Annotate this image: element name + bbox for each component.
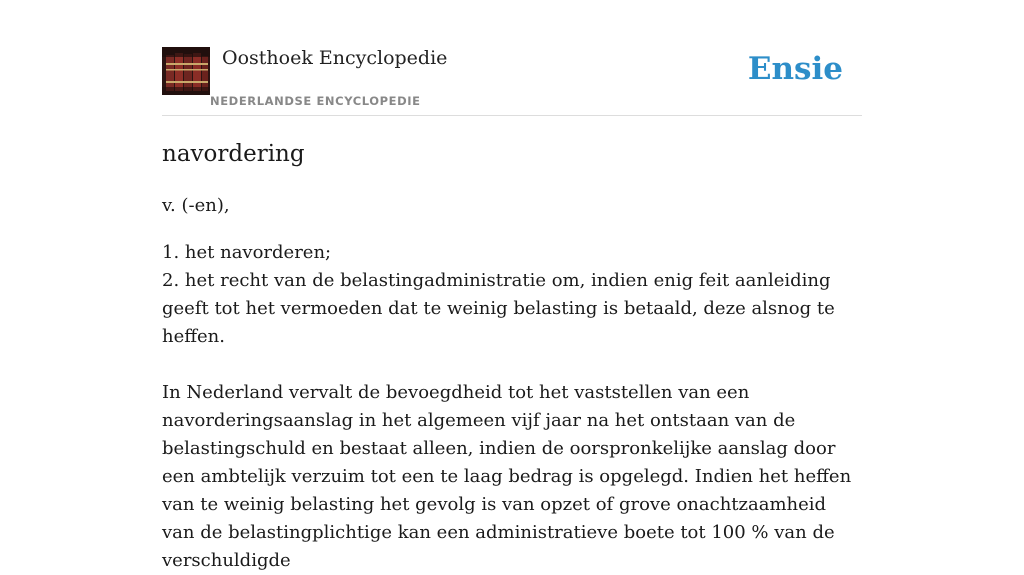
entry-content <box>162 192 862 575</box>
definition-item: 2. het recht van de belastingadministratie om, indien enig feit aanleiding geeft tot het vermoeden dat te weinig belasting is betaald, deze alsnog te heffen. <box>162 270 835 347</box>
site-subtitle: NEDERLANDSE ENCYCLOPEDIE <box>210 94 421 108</box>
site-name[interactable]: Oosthoek Encyclopedie <box>222 47 448 69</box>
encyclopedia-avatar[interactable] <box>162 47 210 95</box>
definition-item: 1. het navorderen; <box>162 242 332 263</box>
books-icon <box>162 47 210 95</box>
site-header <box>162 0 862 116</box>
page <box>162 0 862 571</box>
entry-body-text: In Nederland vervalt de bevoegdheid tot het vaststellen van een navorderingsaanslag in het algemeen vijf jaar na het ontstaan van de belastingschuld en bestaat alleen, indien de oorspronkelijke aanslag door een ambtelijk verzuim tot een te laag bedrag is opgelegd. Indien het heffen van te weinig belasting het gevolg is van opzet of grove onachtzaamheid van de belastingplichtige kan een administratieve boete tot 100 % van de verschuldigde <box>162 382 852 571</box>
definition-list <box>162 239 862 351</box>
entry-title: navordering <box>162 141 305 167</box>
entry-grammar: v. (-en), <box>162 195 230 216</box>
ensie-logo-link[interactable]: Ensie <box>747 51 843 87</box>
